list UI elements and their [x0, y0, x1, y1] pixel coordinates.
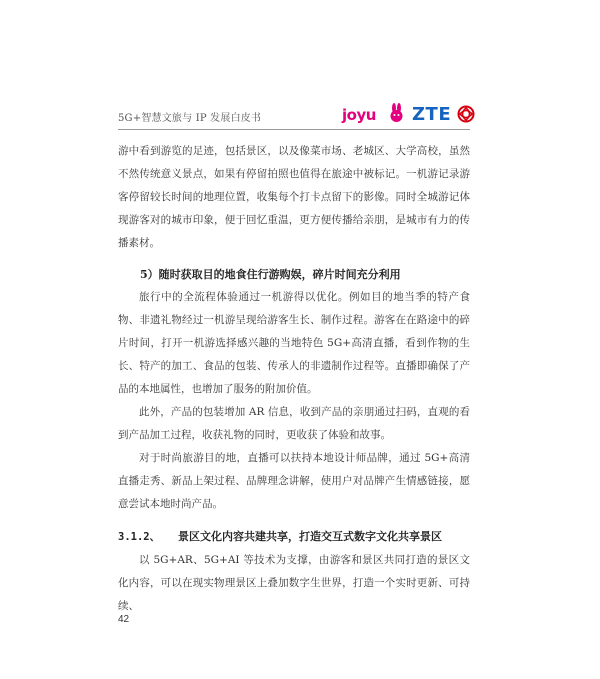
china-unicom-knot-icon [456, 104, 476, 124]
paragraph-5: 以 5G+AR、5G+AI 等技术为支撑，由游客和景区共同打造的景区文化内容，可以在现实物理景区上叠加数字生世界，打造一个实时更新、可持续、 [118, 554, 470, 612]
paragraph-4: 对于时尚旅游目的地，直播可以扶持本地设计师品牌，通过 5G+高清直播走秀、新品上架过程、品牌理念讲解，使用户对品牌产生情感链接，愿意尝试本地时尚产品。 [118, 452, 470, 510]
page-number: 42 [118, 614, 130, 625]
page-body [118, 140, 470, 618]
header-title: 5G+智慧文旅与 IP 发展白皮书 [118, 113, 262, 124]
paragraph-3: 此外，产品的包装增加 AR 信息，收到产品的亲朋通过扫码，直观的看到产品加工过程，收获礼物的同时，更收获了体验和故事。 [118, 406, 470, 441]
section-heading [118, 525, 470, 549]
section-number: 3.1.2、 [118, 531, 161, 543]
zte-logo: ZTE [412, 104, 452, 125]
paragraph-1: 游中看到游览的足迹，包括景区，以及像菜市场、老城区、大学高校，虽然不然传统意义景点，如果有停留拍照也值得在旅途中被标记。一机游记录游客停留较长时间的地理位置，收集每个打卡点留下的影像。同时全城游记体现游客对的城市印象，便于回忆重温，更方便传播给亲朋，是城市有力的传播素材。 [118, 145, 470, 249]
header-divider [118, 129, 470, 130]
joyu-logo: joyu [342, 106, 376, 124]
section-title: 景区文化内容共建共享，打造交互式数字文化共享景区 [178, 530, 442, 543]
page-header [118, 100, 470, 130]
paragraph-2: 旅行中的全流程体验通过一机游得以优化。例如目的地当季的特产食物、非遗礼物经过一机游呈现给游客生长、制作过程。游客在在路途中的碎片时间，打开一机游选择感兴趣的当地特色 5G+高清直播，看到作物的生长、特产的加工、食品的包装、传承人的非遗制作过程等。直播即确保了产品的本地属性，也增加了服务的附加价值。 [118, 291, 470, 395]
subheading-5: 5）随时获取目的地食住行游购娱，碎片时间充分利用 [140, 268, 401, 281]
rabbit-figure-icon [386, 103, 408, 125]
